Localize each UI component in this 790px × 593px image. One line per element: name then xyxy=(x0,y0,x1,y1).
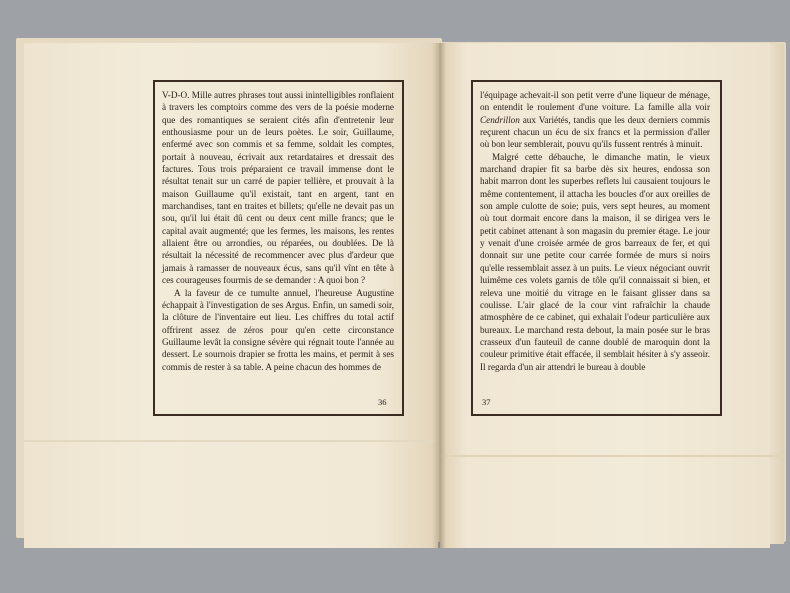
left-page-text xyxy=(162,89,394,373)
right-page-fold xyxy=(440,455,785,457)
left-page-number: 36 xyxy=(378,397,387,407)
right-paragraph-1 xyxy=(480,89,710,151)
left-paragraph-1: V-D-O. Mille autres phrases tout aussi inintelligibles ronflaient à travers les comptoirs comme des vers de la poésie moderne que des romantiques se seraient cités afin d'entretenir leur enthousiasme pour un de leurs poètes. Le soir, Guillaume, enfermé avec son commis et sa femme, soldait les comptes, portait à nouveau, écrivait aux retardataires et dressait des factures. Tous trois préparaient ce travail immense dont le résultat tenait sur un carré de papier tellière, et prouvait à la maison Guillaume qu'il existait, tant en argent, tant en marchandises, tant en traites et billets; qu'elle ne devait pas un sou, qu'il lui était dû cent ou deux cent mille francs; que le capital avait augmenté; que les fermes, les maisons, les rentes allaient être ou arrondies, ou réparées, ou doublées. De là résultait la nécessité de recommencer avec plus d'ardeur que jamais à ramasser de nouveaux écus, sans qu'il vînt en tête à ces courageuses fourmis de se demander : A quoi bon ? xyxy=(162,90,394,286)
right-page-number: 37 xyxy=(482,397,491,407)
page-edge-strip xyxy=(770,44,784,544)
book-gutter xyxy=(432,43,446,548)
right-paragraph-1-end: aux Variétés, tandis que les deux derniers commis reçurent chacun un écu de six francs et la permission d'aller où bon leur semblerait, pouvu qu'ils fussent rentrés à minuit. xyxy=(480,114,710,150)
left-page-fold xyxy=(24,440,438,442)
right-paragraph-1-title: Cendrillon xyxy=(480,114,520,125)
right-paragraph-2: Malgré cette débauche, le dimanche matin, le vieux marchand drapier fit sa barbe dès six heures, endossa son habit marron dont les superbes reflets lui causaient toujours le même contentement, il attacha les boucles d'or aux oreilles de son ample culotte de soie; puis, vers sept heures, au moment où tout dormait encore dans la maison, il se dirigea vers le petit cabinet attenant à son magasin du premier étage. Le jour y venait d'une croisée armée de gros barreaux de fer, et qui donnait sur une petite cour carrée formée de murs si noirs qu'elle ressemblait assez à un puits. Le vieux négociant ouvrit luimême ces volets garnis de tôle qu'il connaissait si bien, et releva une moitié du vitrage en le faisant glisser dans sa coulisse. L'air glacé de la cour vint rafraîchir la chaude atmosphère de ce cabinet, qui exhalait l'odeur particulière aux bureaux. Le marchand resta debout, la main posée sur le bras crasseux d'un fauteuil de canne doublé de maroquin dont la couleur primitive était effacée, il semblait hésiter à s'y asseoir. Il regarda d'un air attendri le bureau à double xyxy=(480,151,710,372)
right-page-text xyxy=(480,89,710,373)
right-paragraph-1-start: l'équipage achevait-il son petit verre d'une liqueur de ménage, on entendit le roulement d'une voiture. La famille alla voir xyxy=(480,90,710,113)
left-paragraph-2: A la faveur de ce tumulte annuel, l'heureuse Augustine échappait à l'investigation de ses Argus. Enfin, un samedi soir, la clôture de l'inventaire eut lieu. Les chiffres du total actif offrirent assez de zéros pour qu'en cette circonstance Guillaume levât la consigne sévère qui régnait toute l'année au dessert. Le sournois drapier se frotta les mains, et permit à ses commis de rester à sa table. A peine chacun des hommes de xyxy=(162,287,394,372)
